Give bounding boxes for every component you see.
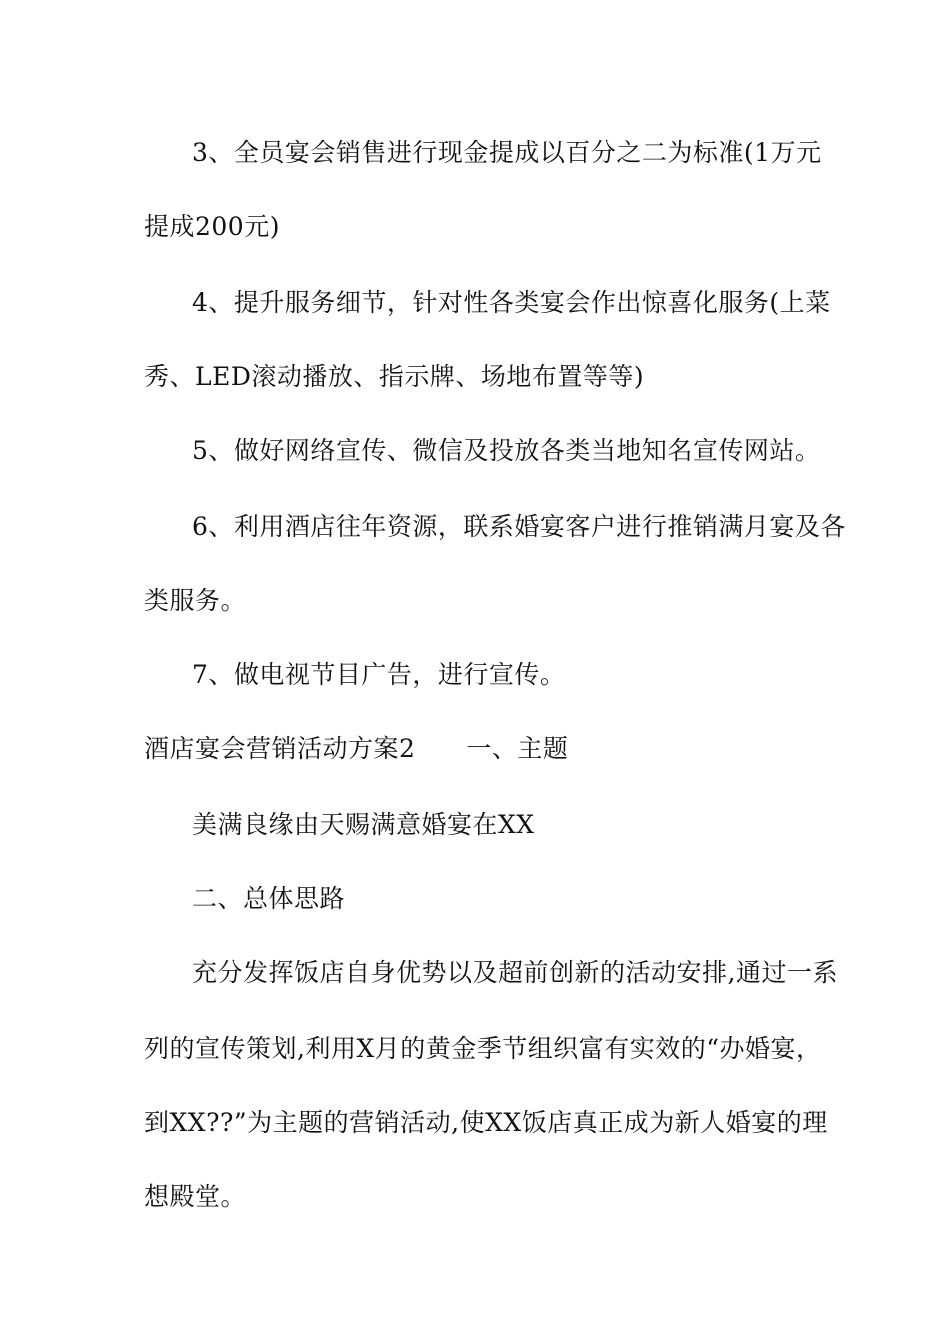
paragraph-item-4: 4、提升服务细节，针对性各类宴会作出惊喜化服务(上菜 [192,288,831,317]
body-paragraph-line-4: 想殿堂。 [144,1182,247,1211]
body-paragraph-line-1: 充分发挥饭店自身优势以及超前创新的活动安排,通过一系 [192,958,838,987]
paragraph-item-6-continued: 类服务。 [144,586,247,615]
paragraph-item-3-continued: 提成200元) [144,212,280,241]
paragraph-item-4-continued: 秀、LED滚动播放、指示牌、场地布置等等) [144,362,645,391]
theme-text: 美满良缘由天赐满意婚宴在XX [192,810,535,839]
paragraph-item-7: 7、做电视节目广告，进行宣传。 [192,660,566,689]
section-heading: 酒店宴会营销活动方案2 一、主题 [144,734,569,763]
paragraph-item-6: 6、利用酒店往年资源，联系婚宴客户进行推销满月宴及各 [192,512,846,541]
body-paragraph-line-3: 到XX??”为主题的营销活动,使XX饭店真正成为新人婚宴的理 [144,1108,828,1137]
paragraph-item-5: 5、做好网络宣传、微信及投放各类当地知名宣传网站。 [192,436,821,465]
body-paragraph-line-2: 列的宣传策划,利用X月的黄金季节组织富有实效的“办婚宴， [144,1034,822,1063]
subheading-overall-idea: 二、总体思路 [192,884,346,913]
paragraph-item-3: 3、全员宴会销售进行现金提成以百分之二为标准(1万元 [192,138,822,167]
